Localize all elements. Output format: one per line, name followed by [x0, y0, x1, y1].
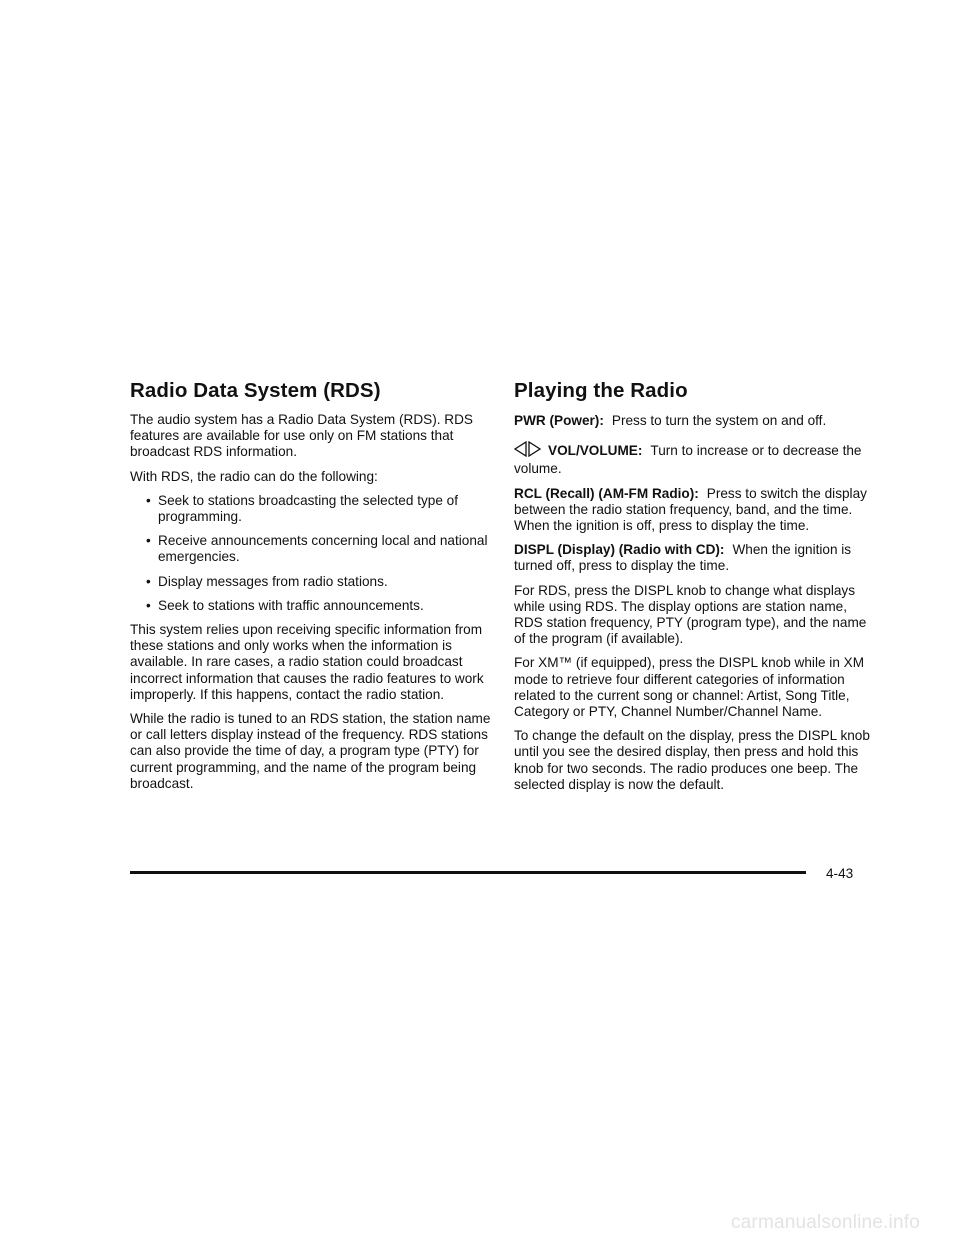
- list-item: [130, 493, 492, 525]
- paragraph: While the radio is tuned to an RDS station, the station name or call letters display instead of the frequency. RDS stations can also provide the time of day, a program type (PTY) for current programming, and the name of the program being broadcast.: [130, 711, 491, 791]
- bullet-icon: •: [146, 492, 151, 508]
- pwr-label: PWR (Power):: [514, 413, 604, 428]
- paragraph: To change the default on the display, press the DISPL knob until you see the desired display, then press and hold this knob for two seconds. The radio produces one beep. The selected display is now the default.: [514, 728, 870, 792]
- displ-text: When the ignition is turned off, press to display the time.: [514, 542, 852, 574]
- list-item-text: Display messages from radio stations.: [158, 573, 388, 589]
- right-column: [514, 378, 874, 801]
- bullet-list: [130, 493, 492, 614]
- bullet-icon: •: [146, 597, 151, 613]
- footer-rule: [130, 871, 806, 874]
- volume-label: VOL/VOLUME:: [548, 443, 643, 459]
- page-number: 4-43: [826, 866, 854, 881]
- volume-triangles-icon: [514, 441, 542, 461]
- bullet-icon: •: [146, 573, 151, 589]
- bullet-icon: •: [146, 533, 151, 549]
- paragraph: For XM™ (if equipped), press the DISPL knob while in XM mode to retrieve four different categories of information related to the current song or channel: Artist, Song Title, Category or PTY, Channel Number/Channel Name.: [514, 655, 865, 720]
- pwr-text: Press to turn the system on and off.: [611, 413, 827, 428]
- list-item: [130, 574, 492, 590]
- paragraph: The audio system has a Radio Data System (RDS). RDS features are available for use only on FM stations that broadcast RDS information.: [130, 412, 473, 460]
- rcl-text: Press to switch the display between the radio station frequency, band, and the time. When the ignition is off, press to display the time.: [514, 485, 867, 534]
- list-item: [130, 598, 492, 614]
- volume-description: [514, 441, 874, 477]
- list-item-text: Receive announcements concerning local and national emergencies.: [158, 533, 488, 565]
- volume-text: Turn to increase or to decrease the volume.: [514, 443, 862, 477]
- section-heading-rds: Radio Data System (RDS): [130, 379, 381, 402]
- paragraph: For RDS, press the DISPL knob to change what displays while using RDS. The display options are station name, RDS station frequency, PTY (program type), and the name of the program (if available).: [514, 582, 867, 647]
- paragraph: With RDS, the radio can do the following:: [130, 468, 378, 484]
- pwr-description: [514, 413, 874, 429]
- list-item: [130, 533, 492, 565]
- watermark: carmanualsonline.info: [730, 1212, 920, 1233]
- rcl-description: [514, 486, 874, 535]
- rcl-label: RCL (Recall) (AM-FM Radio):: [514, 485, 699, 501]
- section-heading-playing-radio: Playing the Radio: [514, 379, 688, 402]
- displ-description: [514, 542, 874, 574]
- paragraph: This system relies upon receiving specific information from these stations and only works when the information is available. In rare cases, a radio station could broadcast incorrect information that causes the radio features to work improperly. If this happens, contact the radio station.: [130, 622, 484, 702]
- displ-label: DISPL (Display) (Radio with CD):: [514, 542, 725, 558]
- list-item-text: Seek to stations with traffic announcements.: [158, 597, 424, 613]
- left-column: [130, 378, 492, 800]
- list-item-text: Seek to stations broadcasting the selected type of programming.: [158, 492, 459, 525]
